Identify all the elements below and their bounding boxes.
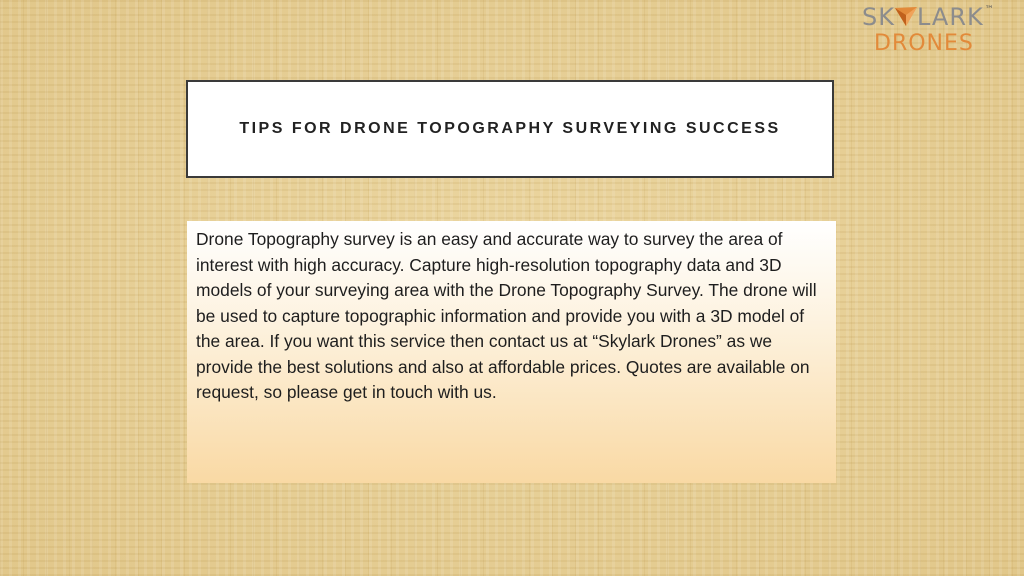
page-title: TIPS FOR DRONE TOPOGRAPHY SURVEYING SUCCESS	[239, 120, 781, 137]
kite-icon	[894, 4, 918, 28]
body-paragraph: Drone Topography survey is an easy and accurate way to survey the area of interest with high accuracy. Capture high-resolution topography data and 3D models of your surveying area with the Drone Topography Survey. The drone will be used to capture topographic information and provide you with a 3D model of the area. If you want this service then contact us at “Skylark Drones” as we provide the best solutions and also at affordable prices. Quotes are available on request, so please get in touch with us.	[196, 229, 817, 402]
logo-text-lark: LARK	[916, 3, 984, 31]
trademark-symbol: ™	[984, 5, 995, 15]
logo-text-drones: DRONES	[874, 31, 974, 56]
content-box	[187, 221, 836, 483]
title-box	[186, 80, 834, 178]
logo-text-sk: SK	[862, 3, 895, 31]
skylark-drones-logo	[862, 4, 1012, 66]
logo-top-line	[862, 4, 1012, 30]
